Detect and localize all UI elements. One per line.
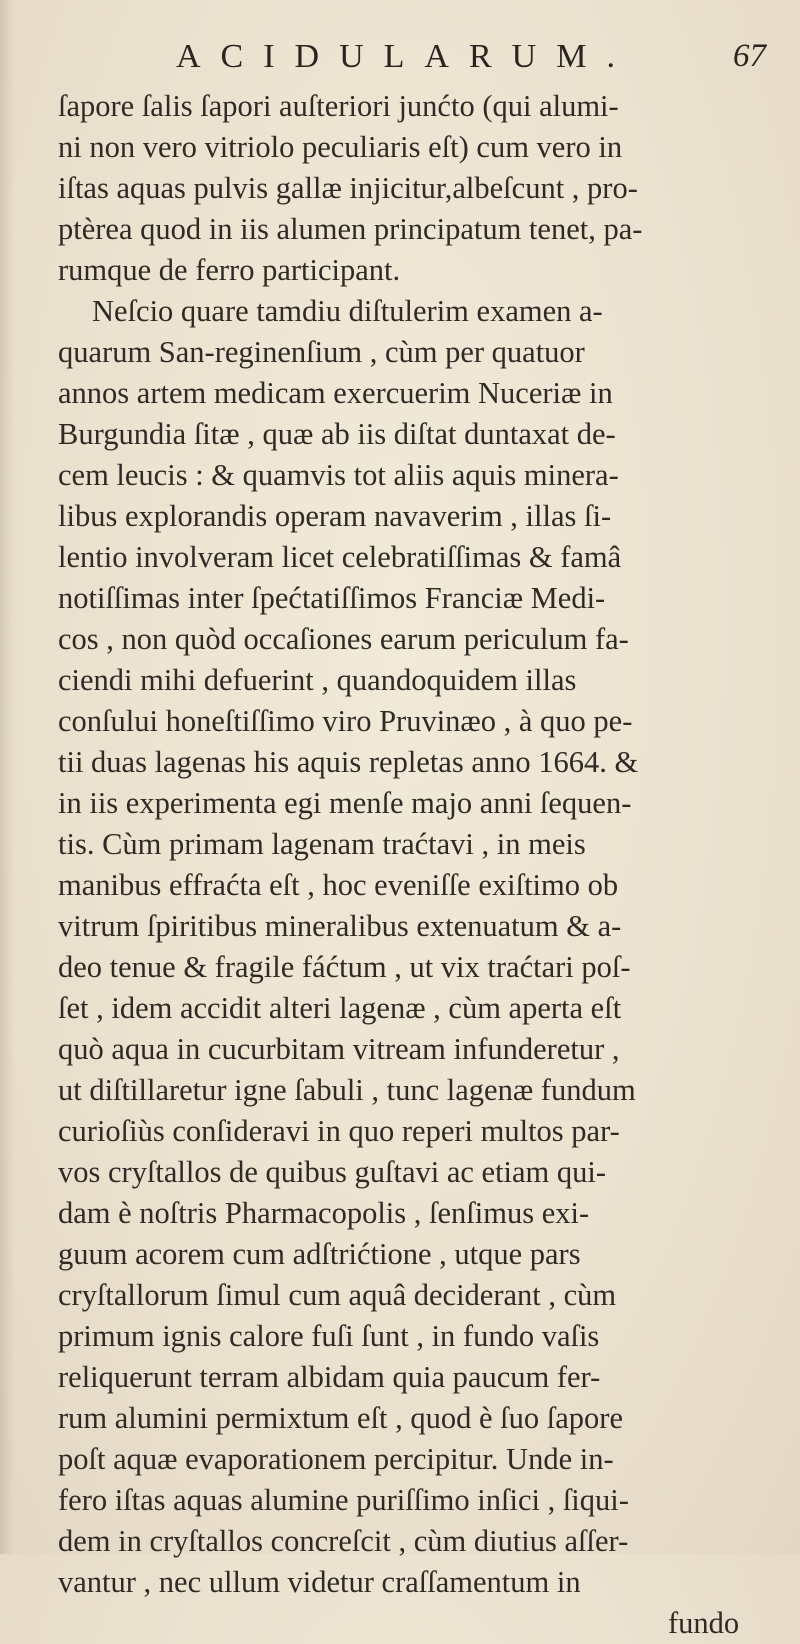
text-line: cos , non quòd occaſiones earum periculum fa-	[58, 622, 629, 656]
text-line: cryſtallorum ſimul cum aquâ deciderant , cùm	[58, 1278, 617, 1312]
text-line: curioſiùs conſideravi in quo reperi multos par-	[58, 1114, 620, 1148]
text-line: tis. Cùm primam lagenam traćtavi , in meis	[58, 827, 586, 861]
text-line: ptèrea quod in iis alumen principatum tenet, pa-	[58, 212, 643, 246]
text-line: dam è noſtris Pharmacopolis , ſenſimus exi-	[58, 1196, 590, 1230]
text-line: in iis experimenta egi menſe majo anni ſequen-	[58, 786, 632, 820]
text-line: Burgundia ſitæ , quæ ab iis diſtat duntaxat de-	[58, 417, 616, 451]
page-number: 67	[733, 38, 766, 74]
text-line: libus explorandis operam navaverim , illas ſi-	[58, 499, 612, 533]
text-line: lentio involveram licet celebratiſſimas & famâ	[58, 540, 622, 574]
page-header	[0, 30, 800, 80]
text-line: iſtas aquas pulvis gallæ injicitur,albeſcunt , pro-	[58, 171, 638, 205]
text-line: Neſcio quare tamdiu diſtulerim examen a-	[92, 294, 603, 328]
text-line: guum acorem cum adſtrićtione , utque pars	[58, 1237, 581, 1271]
text-line: quarum San-reginenſium , cùm per quatuor	[58, 335, 585, 369]
text-line: vos cryſtallos de quibus guſtavi ac etiam qui-	[58, 1155, 607, 1189]
text-line: primum ignis calore fuſi ſunt , in fundo vaſis	[58, 1319, 600, 1353]
text-line: ni non vero vitriolo peculiaris eſt) cum vero in	[58, 130, 623, 164]
text-line: cem leucis : & quamvis tot aliis aquis minera-	[58, 458, 619, 492]
running-head: ACIDULARUM.	[176, 38, 635, 75]
text-line: rum alumini permixtum eſt , quod è ſuo ſapore	[58, 1401, 623, 1435]
text-line: ciendi mihi defuerint , quandoquidem illas	[58, 663, 577, 697]
text-line: ut diſtillaretur igne ſabuli , tunc lagenæ fundum	[58, 1073, 636, 1107]
text-line: quò aqua in cucurbitam vitream infunderetur ,	[58, 1032, 620, 1066]
text-line: tii duas lagenas his aquis repletas anno 1664. &	[58, 745, 639, 779]
catchword: fundo	[668, 1606, 740, 1640]
text-line: conſului honeſtiſſimo viro Pruvinæo , à quo pe-	[58, 704, 633, 738]
text-line: reliquerunt terram albidam quia paucum fer-	[58, 1360, 601, 1394]
text-line: dem in cryſtallos concreſcit , cùm diutius aſſer-	[58, 1524, 629, 1558]
text-line: manibus effraćta eſt , hoc eveniſſe exiſtimo ob	[58, 868, 619, 902]
text-line: rumque de ferro participant.	[58, 253, 401, 287]
text-line: fero iſtas aquas alumine puriſſimo inſici , ſiqui-	[58, 1483, 629, 1517]
text-line: ſapore ſalis ſapori auſteriori junćto (qui alumi-	[58, 89, 619, 123]
text-line: vitrum ſpiritibus mineralibus extenuatum & a-	[58, 909, 622, 943]
text-line: ſet , idem accidit alteri lagenæ , cùm aperta eſt	[58, 991, 622, 1025]
text-line: vantur , nec ullum videtur craſſamentum in	[58, 1565, 581, 1599]
text-line: notiſſimas inter ſpećtatiſſimos Franciæ Medi-	[58, 581, 606, 615]
text-line: annos artem medicam exercuerim Nuceriæ in	[58, 376, 613, 410]
gutter-shadow	[0, 0, 14, 1554]
text-line: poſt aquæ evaporationem percipitur. Unde in-	[58, 1442, 614, 1476]
text-line: deo tenue & fragile fáćtum , ut vix traćtari poſ-	[58, 950, 631, 984]
